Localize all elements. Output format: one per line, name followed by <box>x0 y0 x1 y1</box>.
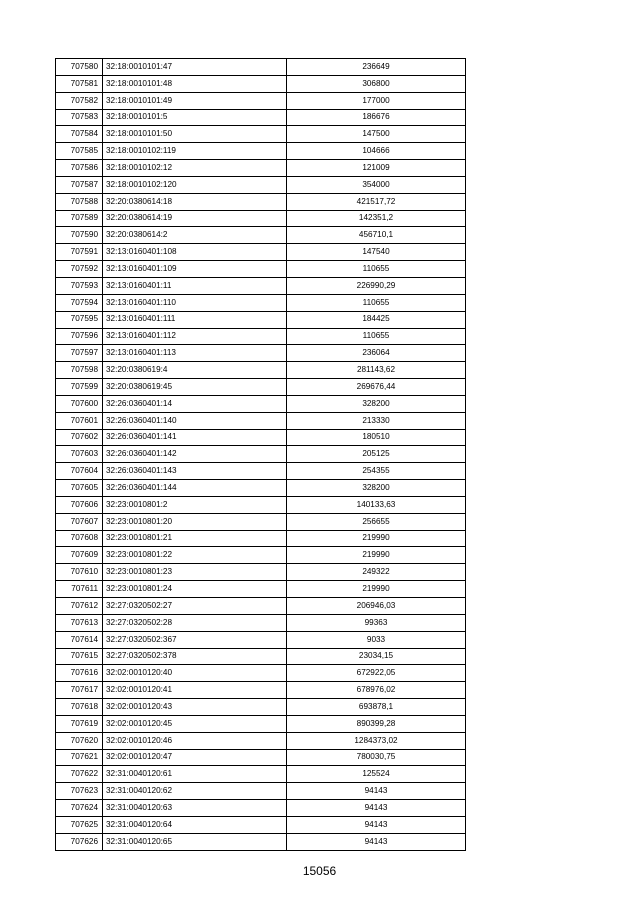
value-cell: 219990 <box>287 547 466 564</box>
row-id-cell: 707625 <box>56 816 103 833</box>
table-row <box>56 598 466 615</box>
value-cell: 184425 <box>287 311 466 328</box>
value-cell: 281143,62 <box>287 362 466 379</box>
row-id-cell: 707626 <box>56 833 103 850</box>
cadastral-number-cell: 32:26:0360401:143 <box>103 463 287 480</box>
table-row <box>56 732 466 749</box>
table-body <box>56 59 466 851</box>
cadastral-number-cell: 32:18:0010101:48 <box>103 75 287 92</box>
table-row <box>56 160 466 177</box>
row-id-cell: 707624 <box>56 800 103 817</box>
cadastral-number-cell: 32:18:0010102:120 <box>103 176 287 193</box>
row-id-cell: 707608 <box>56 530 103 547</box>
row-id-cell: 707607 <box>56 513 103 530</box>
table-row <box>56 277 466 294</box>
cadastral-number-cell: 32:13:0160401:11 <box>103 277 287 294</box>
row-id-cell: 707610 <box>56 564 103 581</box>
value-cell: 94143 <box>287 816 466 833</box>
table-row <box>56 530 466 547</box>
row-id-cell: 707619 <box>56 715 103 732</box>
cadastral-number-cell: 32:02:0010120:43 <box>103 699 287 716</box>
table-row <box>56 800 466 817</box>
row-id-cell: 707582 <box>56 92 103 109</box>
row-id-cell: 707590 <box>56 227 103 244</box>
row-id-cell: 707614 <box>56 631 103 648</box>
row-id-cell: 707617 <box>56 682 103 699</box>
table-row <box>56 682 466 699</box>
cadastral-number-cell: 32:27:0320502:378 <box>103 648 287 665</box>
value-cell: 125524 <box>287 766 466 783</box>
value-cell: 94143 <box>287 783 466 800</box>
row-id-cell: 707620 <box>56 732 103 749</box>
value-cell: 94143 <box>287 800 466 817</box>
cadastral-number-cell: 32:26:0360401:142 <box>103 446 287 463</box>
value-cell: 328200 <box>287 395 466 412</box>
row-id-cell: 707606 <box>56 496 103 513</box>
cadastral-number-cell: 32:31:0040120:62 <box>103 783 287 800</box>
table-row <box>56 193 466 210</box>
row-id-cell: 707595 <box>56 311 103 328</box>
cadastral-number-cell: 32:13:0160401:113 <box>103 345 287 362</box>
value-cell: 110655 <box>287 328 466 345</box>
row-id-cell: 707586 <box>56 160 103 177</box>
value-cell: 1284373,02 <box>287 732 466 749</box>
row-id-cell: 707605 <box>56 480 103 497</box>
value-cell: 177000 <box>287 92 466 109</box>
cadastral-number-cell: 32:02:0010120:47 <box>103 749 287 766</box>
value-cell: 94143 <box>287 833 466 850</box>
value-cell: 456710,1 <box>287 227 466 244</box>
table-row <box>56 261 466 278</box>
cadastral-number-cell: 32:26:0360401:144 <box>103 480 287 497</box>
row-id-cell: 707584 <box>56 126 103 143</box>
cadastral-number-cell: 32:20:0380614:2 <box>103 227 287 244</box>
value-cell: 249322 <box>287 564 466 581</box>
cadastral-number-cell: 32:23:0010801:20 <box>103 513 287 530</box>
value-cell: 205125 <box>287 446 466 463</box>
table-row <box>56 648 466 665</box>
table-row <box>56 109 466 126</box>
data-table <box>55 58 466 851</box>
cadastral-number-cell: 32:23:0010801:22 <box>103 547 287 564</box>
table-row <box>56 176 466 193</box>
value-cell: 147500 <box>287 126 466 143</box>
row-id-cell: 707602 <box>56 429 103 446</box>
value-cell: 236064 <box>287 345 466 362</box>
value-cell: 140133,63 <box>287 496 466 513</box>
row-id-cell: 707581 <box>56 75 103 92</box>
row-id-cell: 707592 <box>56 261 103 278</box>
row-id-cell: 707601 <box>56 412 103 429</box>
table-row <box>56 480 466 497</box>
table-row <box>56 143 466 160</box>
cadastral-number-cell: 32:27:0320502:367 <box>103 631 287 648</box>
cadastral-number-cell: 32:20:0380619:45 <box>103 379 287 396</box>
row-id-cell: 707613 <box>56 614 103 631</box>
value-cell: 306800 <box>287 75 466 92</box>
value-cell: 226990,29 <box>287 277 466 294</box>
table-row <box>56 59 466 76</box>
row-id-cell: 707588 <box>56 193 103 210</box>
value-cell: 236649 <box>287 59 466 76</box>
value-cell: 219990 <box>287 530 466 547</box>
row-id-cell: 707611 <box>56 581 103 598</box>
table-row <box>56 328 466 345</box>
cadastral-number-cell: 32:18:0010102:12 <box>103 160 287 177</box>
cadastral-number-cell: 32:18:0010101:50 <box>103 126 287 143</box>
row-id-cell: 707598 <box>56 362 103 379</box>
cadastral-number-cell: 32:02:0010120:46 <box>103 732 287 749</box>
table-row <box>56 547 466 564</box>
row-id-cell: 707580 <box>56 59 103 76</box>
row-id-cell: 707616 <box>56 665 103 682</box>
table-row <box>56 766 466 783</box>
table-row <box>56 463 466 480</box>
row-id-cell: 707609 <box>56 547 103 564</box>
value-cell: 142351,2 <box>287 210 466 227</box>
page-number: 15056 <box>302 864 337 878</box>
cadastral-number-cell: 32:18:0010101:47 <box>103 59 287 76</box>
table-row <box>56 715 466 732</box>
table-row <box>56 294 466 311</box>
row-id-cell: 707615 <box>56 648 103 665</box>
value-cell: 256655 <box>287 513 466 530</box>
table-row <box>56 412 466 429</box>
value-cell: 890399,28 <box>287 715 466 732</box>
table-row <box>56 362 466 379</box>
table-row <box>56 126 466 143</box>
table-row <box>56 446 466 463</box>
value-cell: 99363 <box>287 614 466 631</box>
row-id-cell: 707618 <box>56 699 103 716</box>
table-row <box>56 379 466 396</box>
table-row <box>56 783 466 800</box>
value-cell: 206946,03 <box>287 598 466 615</box>
table-row <box>56 631 466 648</box>
cadastral-number-cell: 32:26:0360401:140 <box>103 412 287 429</box>
table-row <box>56 816 466 833</box>
table-row <box>56 496 466 513</box>
value-cell: 213330 <box>287 412 466 429</box>
cadastral-number-cell: 32:27:0320502:27 <box>103 598 287 615</box>
row-id-cell: 707594 <box>56 294 103 311</box>
value-cell: 254355 <box>287 463 466 480</box>
table-row <box>56 564 466 581</box>
row-id-cell: 707623 <box>56 783 103 800</box>
value-cell: 328200 <box>287 480 466 497</box>
cadastral-number-cell: 32:26:0360401:14 <box>103 395 287 412</box>
cadastral-number-cell: 32:23:0010801:21 <box>103 530 287 547</box>
value-cell: 678976,02 <box>287 682 466 699</box>
table-row <box>56 513 466 530</box>
table-row <box>56 749 466 766</box>
table-row <box>56 581 466 598</box>
table-row <box>56 311 466 328</box>
row-id-cell: 707603 <box>56 446 103 463</box>
table-row <box>56 699 466 716</box>
cadastral-number-cell: 32:18:0010101:49 <box>103 92 287 109</box>
table-row <box>56 614 466 631</box>
table-row <box>56 227 466 244</box>
cadastral-number-cell: 32:02:0010120:45 <box>103 715 287 732</box>
value-cell: 693878,1 <box>287 699 466 716</box>
row-id-cell: 707597 <box>56 345 103 362</box>
cadastral-number-cell: 32:26:0360401:141 <box>103 429 287 446</box>
cadastral-number-cell: 32:13:0160401:109 <box>103 261 287 278</box>
value-cell: 104666 <box>287 143 466 160</box>
cadastral-number-cell: 32:13:0160401:112 <box>103 328 287 345</box>
value-cell: 672922,05 <box>287 665 466 682</box>
row-id-cell: 707585 <box>56 143 103 160</box>
cadastral-number-cell: 32:13:0160401:111 <box>103 311 287 328</box>
value-cell: 219990 <box>287 581 466 598</box>
cadastral-number-cell: 32:18:0010101:5 <box>103 109 287 126</box>
cadastral-number-cell: 32:02:0010120:40 <box>103 665 287 682</box>
table-row <box>56 75 466 92</box>
row-id-cell: 707583 <box>56 109 103 126</box>
table-row <box>56 345 466 362</box>
value-cell: 354000 <box>287 176 466 193</box>
row-id-cell: 707587 <box>56 176 103 193</box>
cadastral-number-cell: 32:23:0010801:2 <box>103 496 287 513</box>
cadastral-number-cell: 32:23:0010801:23 <box>103 564 287 581</box>
value-cell: 780030,75 <box>287 749 466 766</box>
cadastral-number-cell: 32:02:0010120:41 <box>103 682 287 699</box>
cadastral-number-cell: 32:20:0380619:4 <box>103 362 287 379</box>
value-cell: 421517,72 <box>287 193 466 210</box>
row-id-cell: 707621 <box>56 749 103 766</box>
cadastral-number-cell: 32:18:0010102:119 <box>103 143 287 160</box>
table-row <box>56 210 466 227</box>
cadastral-number-cell: 32:27:0320502:28 <box>103 614 287 631</box>
cadastral-number-cell: 32:20:0380614:18 <box>103 193 287 210</box>
cadastral-number-cell: 32:31:0040120:61 <box>103 766 287 783</box>
table-row <box>56 395 466 412</box>
cadastral-number-cell: 32:13:0160401:108 <box>103 244 287 261</box>
value-cell: 9033 <box>287 631 466 648</box>
table-row <box>56 92 466 109</box>
table-row <box>56 429 466 446</box>
table-row <box>56 665 466 682</box>
row-id-cell: 707612 <box>56 598 103 615</box>
value-cell: 110655 <box>287 294 466 311</box>
value-cell: 110655 <box>287 261 466 278</box>
row-id-cell: 707604 <box>56 463 103 480</box>
cadastral-number-cell: 32:13:0160401:110 <box>103 294 287 311</box>
table-row <box>56 244 466 261</box>
row-id-cell: 707589 <box>56 210 103 227</box>
cadastral-number-cell: 32:31:0040120:63 <box>103 800 287 817</box>
row-id-cell: 707593 <box>56 277 103 294</box>
row-id-cell: 707600 <box>56 395 103 412</box>
cadastral-number-cell: 32:31:0040120:64 <box>103 816 287 833</box>
row-id-cell: 707596 <box>56 328 103 345</box>
value-cell: 147540 <box>287 244 466 261</box>
row-id-cell: 707599 <box>56 379 103 396</box>
value-cell: 186676 <box>287 109 466 126</box>
value-cell: 121009 <box>287 160 466 177</box>
value-cell: 23034,15 <box>287 648 466 665</box>
table-row <box>56 833 466 850</box>
cadastral-number-cell: 32:31:0040120:65 <box>103 833 287 850</box>
cadastral-number-cell: 32:23:0010801:24 <box>103 581 287 598</box>
cadastral-number-cell: 32:20:0380614:19 <box>103 210 287 227</box>
row-id-cell: 707591 <box>56 244 103 261</box>
value-cell: 180510 <box>287 429 466 446</box>
value-cell: 269676,44 <box>287 379 466 396</box>
row-id-cell: 707622 <box>56 766 103 783</box>
